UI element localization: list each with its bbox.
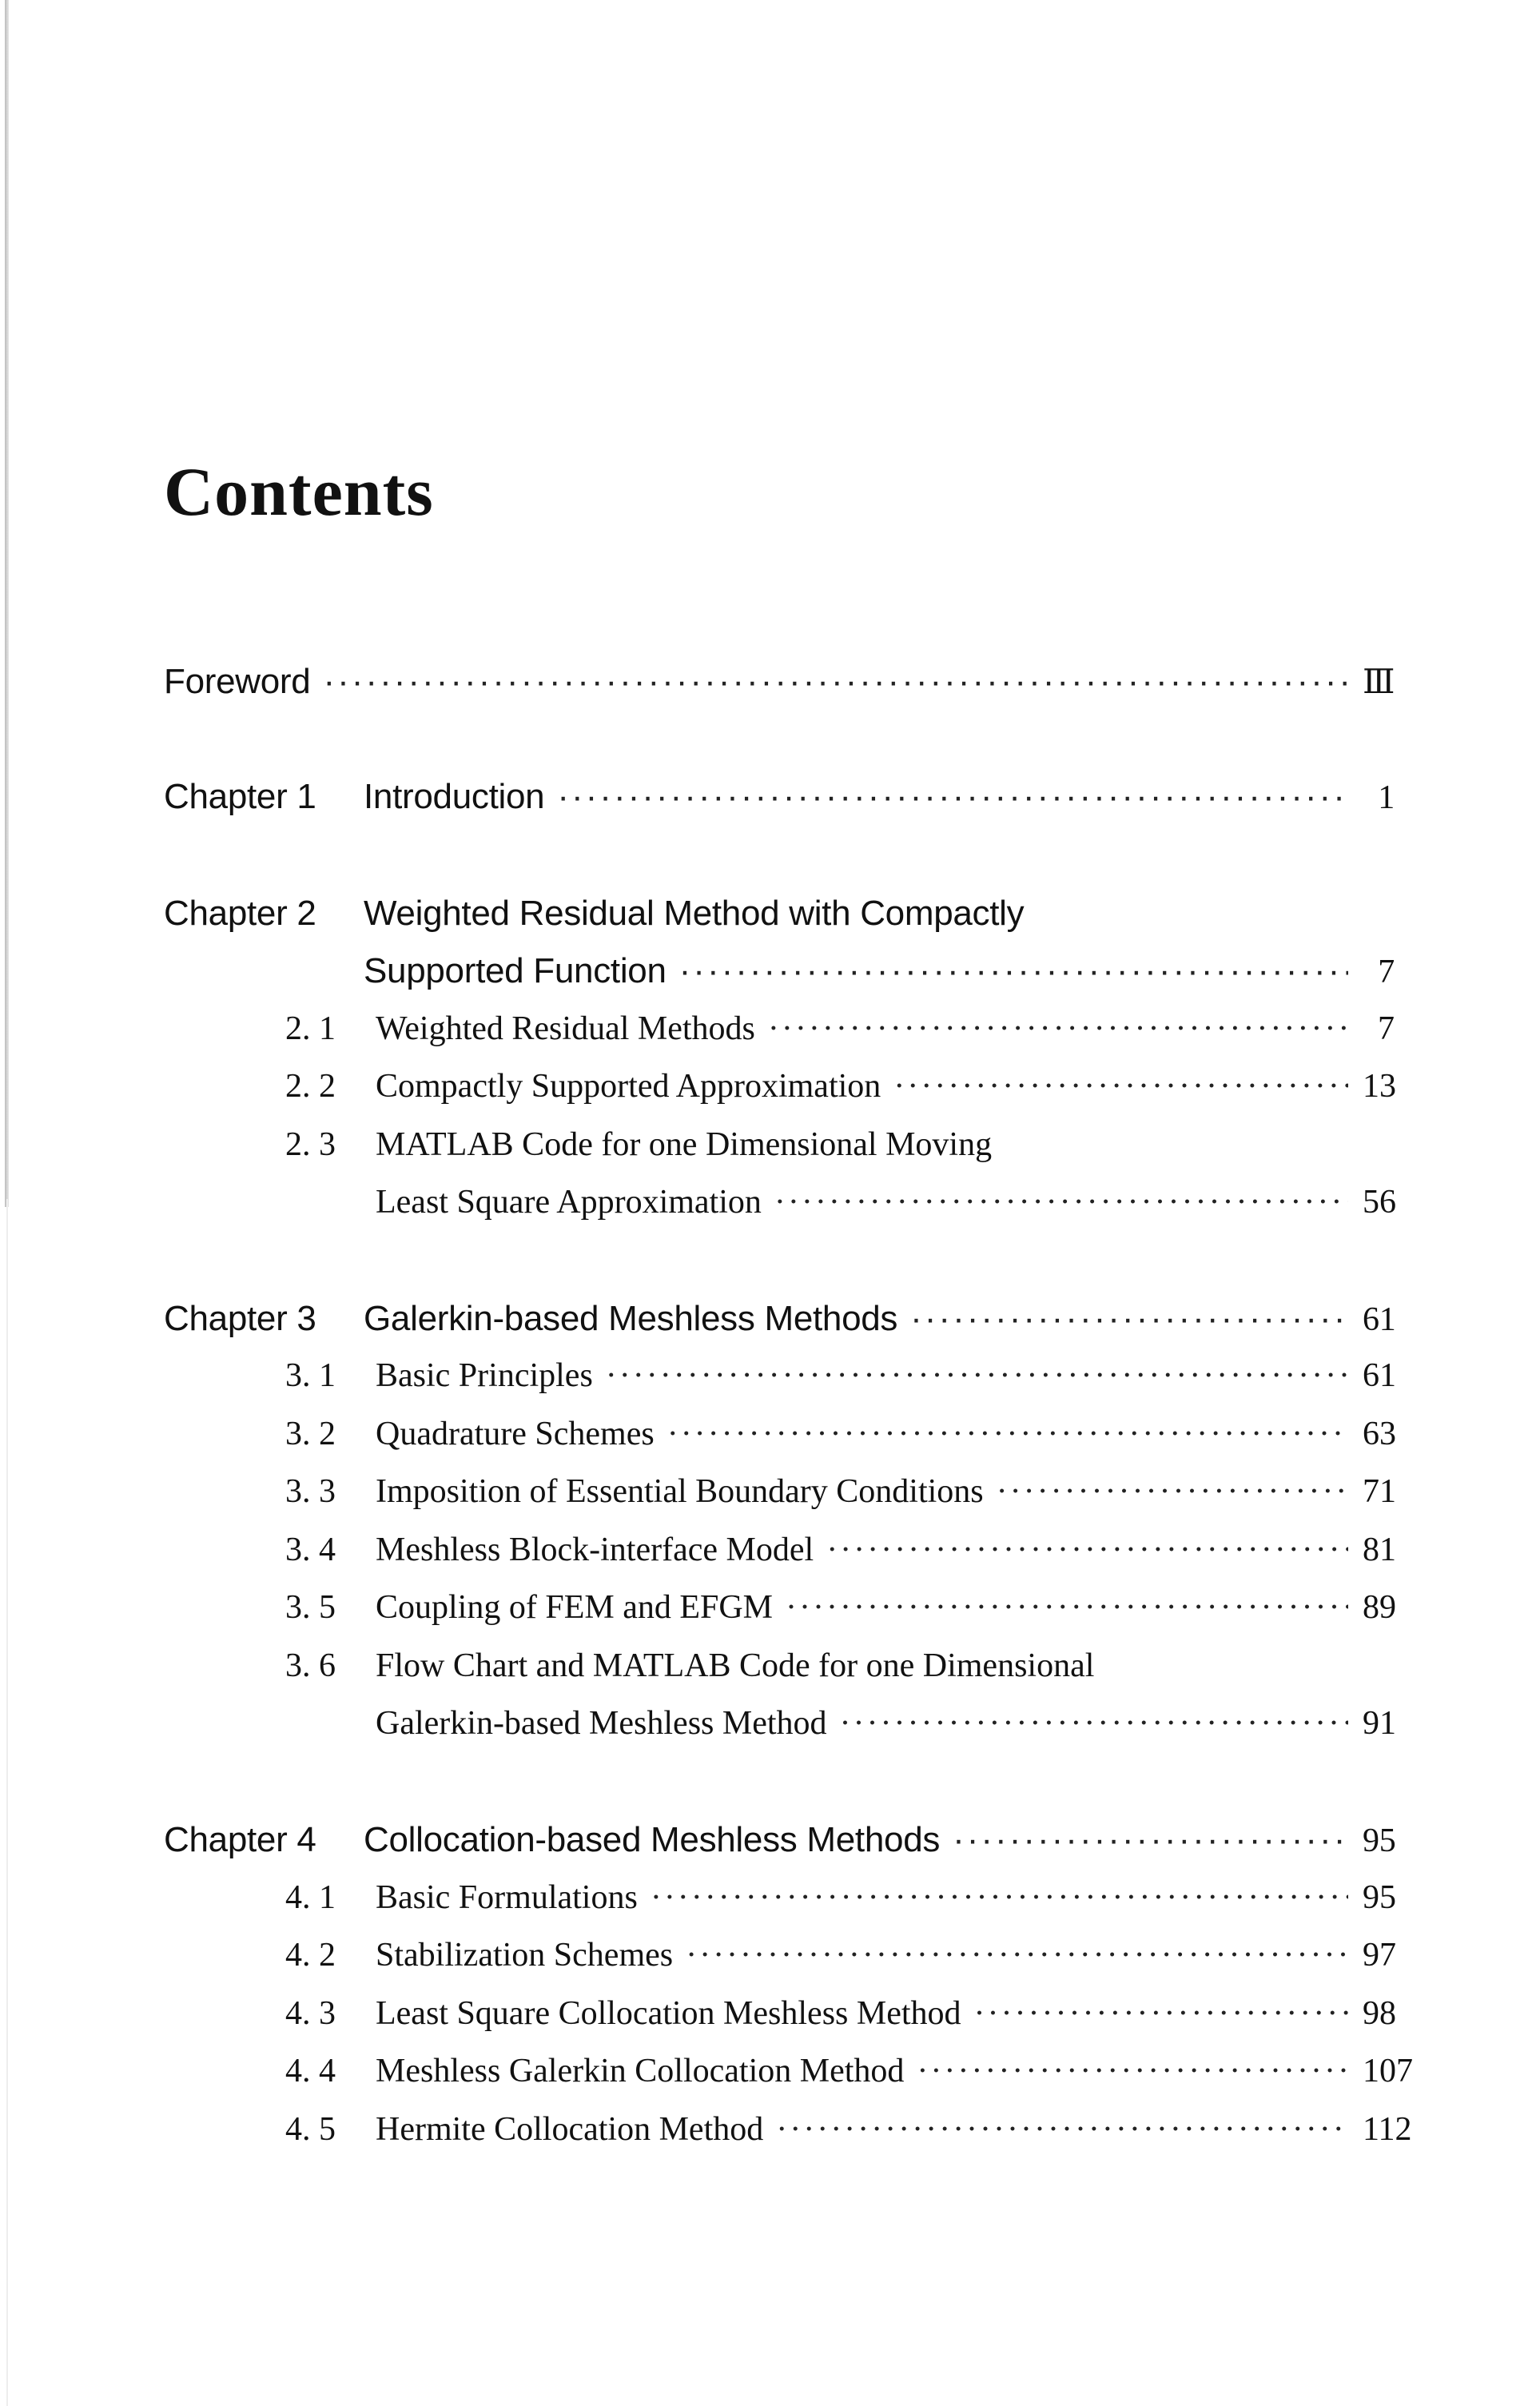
chapter-label: Chapter 1: [164, 777, 316, 816]
section-number: 4. 4: [285, 2053, 336, 2089]
toc-entry-section-2-3[interactable]: [164, 1125, 1395, 1183]
toc-page-number: 71: [1363, 1473, 1396, 1510]
toc-page-number: 97: [1363, 1937, 1396, 1974]
section-title-continued: Galerkin-based Meshless Method: [376, 1705, 827, 1742]
scan-shadow-edge-lower: [6, 1199, 8, 2406]
toc-entry-section-4-1[interactable]: [164, 1878, 1395, 1936]
chapter-title: Collocation-based Meshless Methods: [364, 1820, 941, 1859]
toc-page-number: 95: [1363, 1822, 1396, 1859]
section-title: Compactly Supported Approximation: [376, 1068, 881, 1105]
section-title: Quadrature Schemes: [376, 1416, 655, 1452]
chapter-title: Galerkin-based Meshless Methods: [364, 1299, 898, 1338]
section-number: 3. 4: [285, 1532, 336, 1568]
toc-entry-section-2-3-cont[interactable]: [164, 1183, 1395, 1241]
section-title: Meshless Block-interface Model: [376, 1532, 814, 1568]
section-number: 4. 5: [285, 2111, 336, 2148]
section-title: Stabilization Schemes: [376, 1937, 674, 1974]
section-number: 3. 5: [285, 1589, 336, 1626]
toc-page-number: 63: [1363, 1416, 1396, 1452]
toc-entry-chapter-2[interactable]: [164, 894, 1395, 951]
scan-shadow-edge: [5, 0, 9, 1207]
toc-entry-section-3-6-cont[interactable]: [164, 1704, 1395, 1762]
dot-leader: [651, 1878, 1348, 1917]
dot-leader: [974, 1994, 1348, 2033]
dot-leader: [667, 1415, 1348, 1453]
chapter-label: Chapter 4: [164, 1820, 316, 1859]
section-number: 3. 3: [285, 1473, 336, 1510]
chapter-title-continued: Supported Function: [364, 951, 667, 990]
toc-entry-section-3-2[interactable]: [164, 1415, 1395, 1472]
toc-page-number: 91: [1363, 1705, 1396, 1742]
toc-entry-chapter-1[interactable]: [164, 777, 1395, 835]
toc-entry-label: Foreword: [164, 662, 311, 701]
toc-page-number: 112: [1363, 2111, 1412, 2148]
toc-page-number: 7: [1378, 1010, 1395, 1047]
toc-page-number: 95: [1363, 1879, 1396, 1916]
dot-leader: [917, 2052, 1348, 2090]
toc-page-number: 13: [1363, 1068, 1396, 1105]
section-title: Basic Formulations: [376, 1879, 638, 1916]
toc-entry-section-3-3[interactable]: [164, 1472, 1395, 1530]
dot-leader: [910, 1299, 1348, 1339]
section-number: 3. 6: [285, 1647, 336, 1684]
toc-entry-section-4-5[interactable]: [164, 2110, 1412, 2168]
section-title: Basic Principles: [376, 1357, 593, 1394]
dot-leader: [953, 1820, 1348, 1860]
dot-leader: [997, 1472, 1348, 1511]
section-title: Hermite Collocation Method: [376, 2111, 764, 2148]
toc-entry-section-2-2[interactable]: [164, 1067, 1395, 1125]
chapter-label: Chapter 2: [164, 894, 316, 933]
toc-page-number: 1: [1378, 779, 1395, 816]
toc-entry-section-3-6[interactable]: [164, 1647, 1395, 1704]
toc-page-number: 89: [1363, 1589, 1396, 1626]
dot-leader: [786, 1588, 1348, 1627]
toc-page-number: Ⅲ: [1363, 664, 1395, 701]
toc-entry-chapter-4[interactable]: [164, 1820, 1395, 1878]
toc-entry-chapter-2-cont[interactable]: [164, 951, 1395, 1009]
toc-page-number: 7: [1378, 954, 1395, 990]
chapter-title: Weighted Residual Method with Compactly: [364, 894, 1025, 933]
dot-leader: [606, 1356, 1348, 1395]
dot-leader: [774, 1183, 1348, 1221]
section-number: 4. 1: [285, 1879, 336, 1916]
section-number: 3. 1: [285, 1357, 336, 1394]
chapter-title: Introduction: [364, 777, 545, 816]
dot-leader: [686, 1936, 1348, 1974]
toc-entry-section-4-2[interactable]: [164, 1936, 1395, 1994]
section-title: MATLAB Code for one Dimensional Moving: [376, 1126, 993, 1163]
section-title: Meshless Galerkin Collocation Method: [376, 2053, 905, 2089]
chapter-label: Chapter 3: [164, 1299, 316, 1338]
page-title: Contents: [164, 453, 434, 530]
dot-leader: [557, 777, 1348, 817]
dot-leader: [768, 1010, 1348, 1048]
toc-entry-section-3-1[interactable]: [164, 1356, 1395, 1414]
dot-leader: [679, 951, 1348, 991]
toc-page-number: 56: [1363, 1184, 1396, 1221]
toc-entry-section-2-1[interactable]: [164, 1010, 1395, 1067]
toc-page-number: 61: [1363, 1357, 1396, 1394]
toc-entry-chapter-3[interactable]: [164, 1299, 1395, 1356]
toc-entry-foreword[interactable]: [164, 662, 1395, 719]
toc-entry-section-4-4[interactable]: [164, 2052, 1413, 2109]
dot-leader: [840, 1704, 1348, 1743]
section-title: Weighted Residual Methods: [376, 1010, 755, 1047]
section-number: 4. 3: [285, 1995, 336, 2032]
dot-leader: [323, 662, 1348, 702]
section-number: 4. 2: [285, 1937, 336, 1974]
dot-leader: [826, 1531, 1348, 1569]
section-number: 2. 3: [285, 1126, 336, 1163]
section-number: 2. 2: [285, 1068, 336, 1105]
toc-page-number: 61: [1363, 1301, 1396, 1338]
section-title: Coupling of FEM and EFGM: [376, 1589, 774, 1626]
section-title-continued: Least Square Approximation: [376, 1184, 762, 1221]
toc-entry-section-3-5[interactable]: [164, 1588, 1395, 1646]
toc-page-number: 98: [1363, 1995, 1396, 2032]
section-number: 3. 2: [285, 1416, 336, 1452]
section-title: Flow Chart and MATLAB Code for one Dimensional: [376, 1647, 1095, 1684]
section-number: 2. 1: [285, 1010, 336, 1047]
toc-entry-section-4-3[interactable]: [164, 1994, 1395, 2052]
section-title: Least Square Collocation Meshless Method: [376, 1995, 961, 2032]
section-title: Imposition of Essential Boundary Conditions: [376, 1473, 984, 1510]
dot-leader: [776, 2110, 1348, 2149]
dot-leader: [893, 1067, 1348, 1105]
toc-page-number: 81: [1363, 1532, 1396, 1568]
toc-entry-section-3-4[interactable]: [164, 1531, 1395, 1588]
toc-page-number: 107: [1363, 2053, 1413, 2089]
